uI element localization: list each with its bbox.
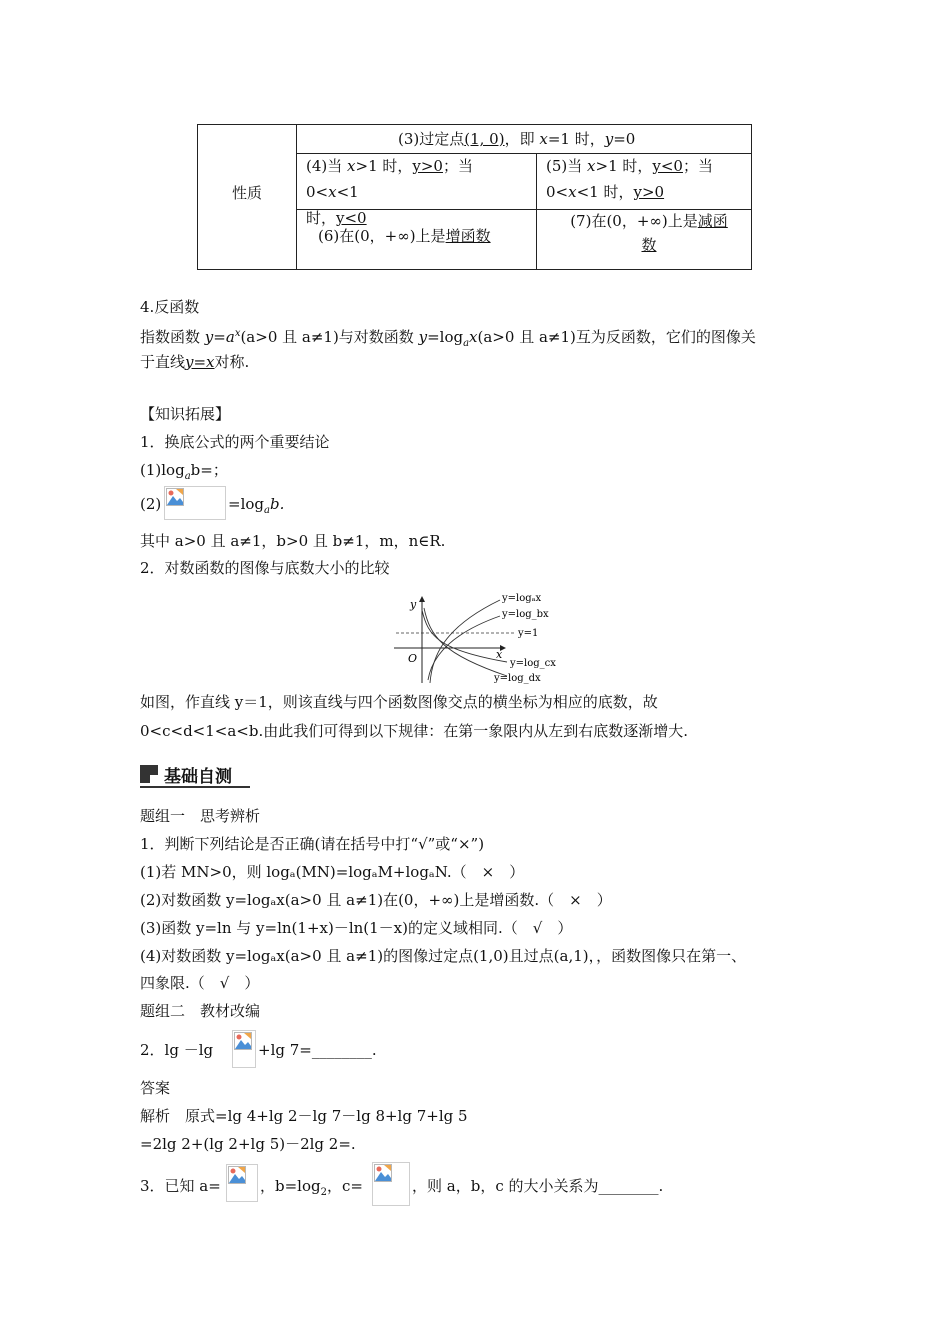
extension-condition: 其中 a>0 且 a≠1，b>0 且 b≠1，m，n∈R. (140, 532, 446, 550)
property-4: (4)当 x>1 时，y>0；当 0<x<1 时，y<0 (306, 157, 473, 227)
question-1: 1．判断下列结论是否正确(请在括号中打“√”或“×”) (140, 835, 485, 853)
properties-table (197, 124, 752, 270)
question-1-4: (4)对数函数 y=logₐx(a>0 且 a≠1)的图像过定点(1,0)且过点(a,1)，，函数图像只在第一、 (140, 947, 747, 965)
inverse-heading: 4.反函数 (140, 298, 200, 316)
question-2-tail: +lg 7=________. (258, 1041, 377, 1059)
answer-label: 答案 (140, 1079, 171, 1097)
group-1-heading: 题组一 思考辨析 (140, 807, 261, 825)
section-header (140, 760, 232, 788)
section-underline (140, 786, 250, 788)
question-1-4-cont: 四象限.（ √ ） (140, 974, 260, 992)
extension-item-1-2: (2) (140, 495, 162, 513)
formula-image (226, 1164, 258, 1202)
curve-label-a: y=logₐx (502, 593, 542, 604)
broken-image-icon (374, 1164, 392, 1182)
property-5: (5)当 x>1 时，y<0；当 0<x<1 时，y>0 (546, 157, 713, 201)
extension-item-1: 1．换底公式的两个重要结论 (140, 433, 330, 451)
curve-label-b: y=log_bx (502, 609, 549, 620)
graph-description-2: 0<c<d<1<a<b.由此我们可得到以下规律：在第一象限内从左到右底数逐渐增大. (140, 722, 689, 740)
question-3-tail: ，则 a，b，c 的大小关系为________. (412, 1177, 664, 1195)
property-6: (6)在(0，+∞)上是增函数 (318, 227, 491, 245)
extension-item-1-1: $(1)\log_ab=$； (140, 461, 228, 482)
formula-tail: $=\log_ab$. (228, 495, 285, 516)
broken-image-icon (166, 488, 184, 506)
formula-image (372, 1162, 410, 1206)
inverse-line-1: 指数函数 $y=a^x(a>0$ 且 a≠1)与对数函数 $y=\log_ax(a>0$ 且 a≠1)互为反函数，它们的图像关 (140, 328, 756, 349)
graph-description-1: 如图，作直线 y＝1，则该直线与四个函数图像交点的横坐标为相应的底数，故 (140, 693, 658, 711)
question-1-3: (3)函数 y=ln 与 y=ln(1+x)－ln(1－x)的定义域相同.（ √ ） (140, 919, 573, 937)
y-axis-label: y (410, 598, 417, 611)
question-1-2: (2)对数函数 y=logₐx(a>0 且 a≠1)在(0，+∞)上是增函数.（ × ） (140, 891, 612, 909)
broken-image-icon (228, 1166, 246, 1184)
section-marker-icon (140, 765, 158, 783)
origin-label: O (408, 652, 418, 665)
formula-image (232, 1030, 256, 1068)
question-2-lead: 2．lg －lg (140, 1041, 214, 1059)
inverse-line-2: 于直线y=x对称. (140, 353, 250, 371)
table-divider (536, 153, 537, 270)
curve-label-c: y=log_cx (510, 658, 556, 669)
extension-heading: 【知识拓展】 (140, 405, 231, 423)
solution-line-1: 解析 原式=lg 4+lg 2－lg 7－lg 8+lg 7+lg 5 (140, 1107, 468, 1125)
question-3-mid: ，$b=\log_2$，c= (260, 1177, 363, 1198)
property-3: (3)过定点(1, 0)，即 x=1 时，y=0 (398, 130, 636, 148)
extension-item-2: 2．对数函数的图像与底数大小的比较 (140, 559, 390, 577)
solution-line-2: =2lg 2+(lg 2+lg 5)－2lg 2=. (140, 1135, 356, 1153)
property-7: (7)在(0，+∞)上是减函 数 (570, 212, 728, 254)
question-1-1: (1)若 MN>0，则 logₐ(MN)=logₐM+logₐN.（ × ） (140, 863, 525, 881)
row-label: 性质 (232, 184, 263, 202)
log-graph (392, 588, 562, 688)
curve-label-d: y=log_dx (494, 673, 541, 684)
x-axis-label: x (496, 648, 503, 661)
y-axis-arrow (419, 596, 425, 602)
group-2-heading: 题组二 教材改编 (140, 1002, 261, 1020)
table-divider (296, 125, 297, 269)
formula-image (164, 486, 226, 520)
question-3-lead: 3．已知 a= (140, 1177, 221, 1195)
section-title: 基础自测 (164, 766, 232, 787)
broken-image-icon (234, 1032, 252, 1050)
line-label-y1: y=1 (518, 628, 539, 639)
